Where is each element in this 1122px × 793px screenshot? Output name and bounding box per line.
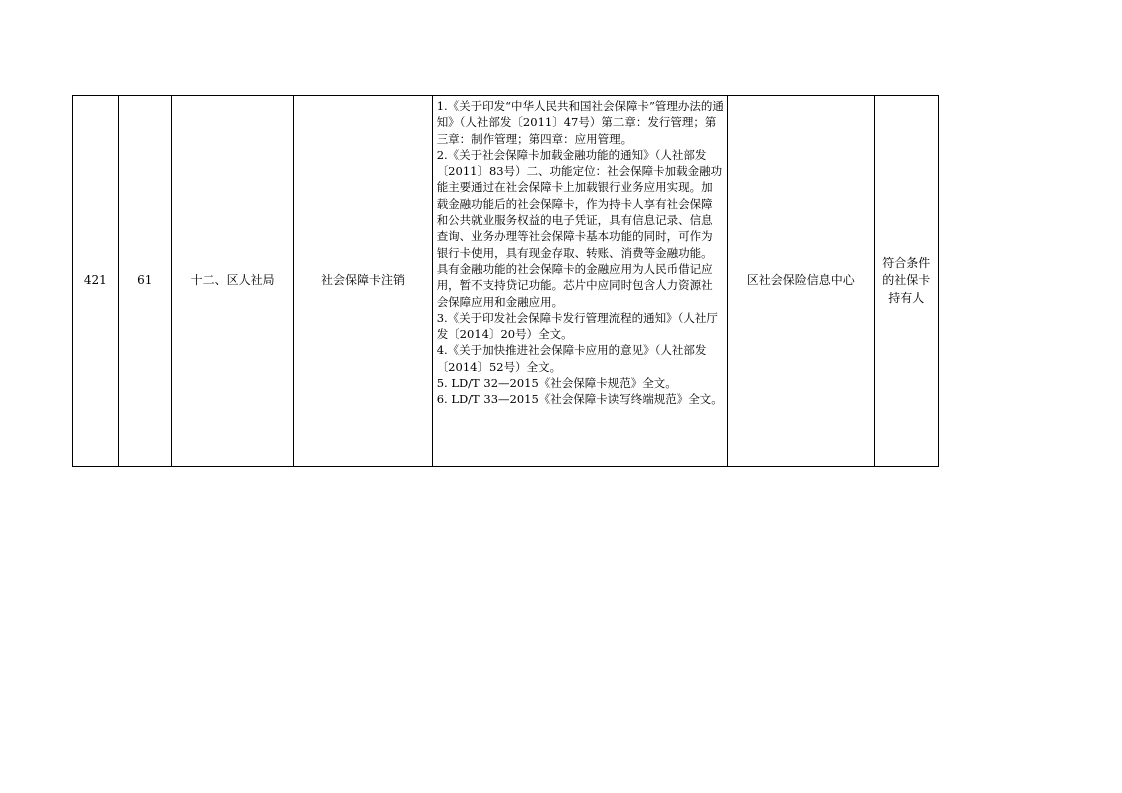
basis-line-5: 5. LD/T 32—2015《社会保障卡规范》全文。 xyxy=(436,376,677,391)
sub-no-cell: 61 xyxy=(118,96,171,467)
seq-no-cell: 421 xyxy=(73,96,119,467)
basis-line-6: 6. LD/T 33—2015《社会保障卡读写终端规范》全文。 xyxy=(436,392,723,407)
implementing-org-cell: 区社会保险信息中心 xyxy=(727,96,874,467)
basis-line-3: 3.《关于印发社会保障卡发行管理流程的通知》（人社厅发〔2014〕20号）全文。 xyxy=(436,310,718,342)
legal-basis-cell xyxy=(432,96,727,467)
basis-line-1: 1.《关于印发“中华人民共和国社会保障卡”管理办法的通知》（人社部发〔2011〕47号）第二章：发行管理；第三章：制作管理；第四章：应用管理。 xyxy=(436,99,724,146)
basis-line-4: 4.《关于加快推进社会保障卡应用的意见》（人社部发〔2014〕52号）全文。 xyxy=(436,343,707,374)
basis-line-2: 2.《关于社会保障卡加载金融功能的通知》（人社部发〔2011〕83号）二、功能定位：社会保障卡加载金融功能主要通过在社会保障卡上加载银行业务应用实现。加载金融功能后的社会保障卡，作为持卡人享有社会保障和公共就业服务权益的电子凭证，具有信息记录、信息查询、业务办理等社会保障卡基本功能的同时，可作为银行卡使用，具有现金存取、转账、消费等金融功能。具有金融功能的社会保障卡的金融应用为人民币借记应用，暂不支持贷记功能。芯片中应同时包含人力资源社会保障应用和金融应用。 xyxy=(436,147,723,309)
department-cell: 十二、区人社局 xyxy=(171,96,294,467)
item-name-cell: 社会保障卡注销 xyxy=(294,96,432,467)
target-cell: 符合条件的社保卡持有人 xyxy=(874,96,938,467)
service-item-table xyxy=(72,95,939,467)
table-row xyxy=(73,96,939,467)
